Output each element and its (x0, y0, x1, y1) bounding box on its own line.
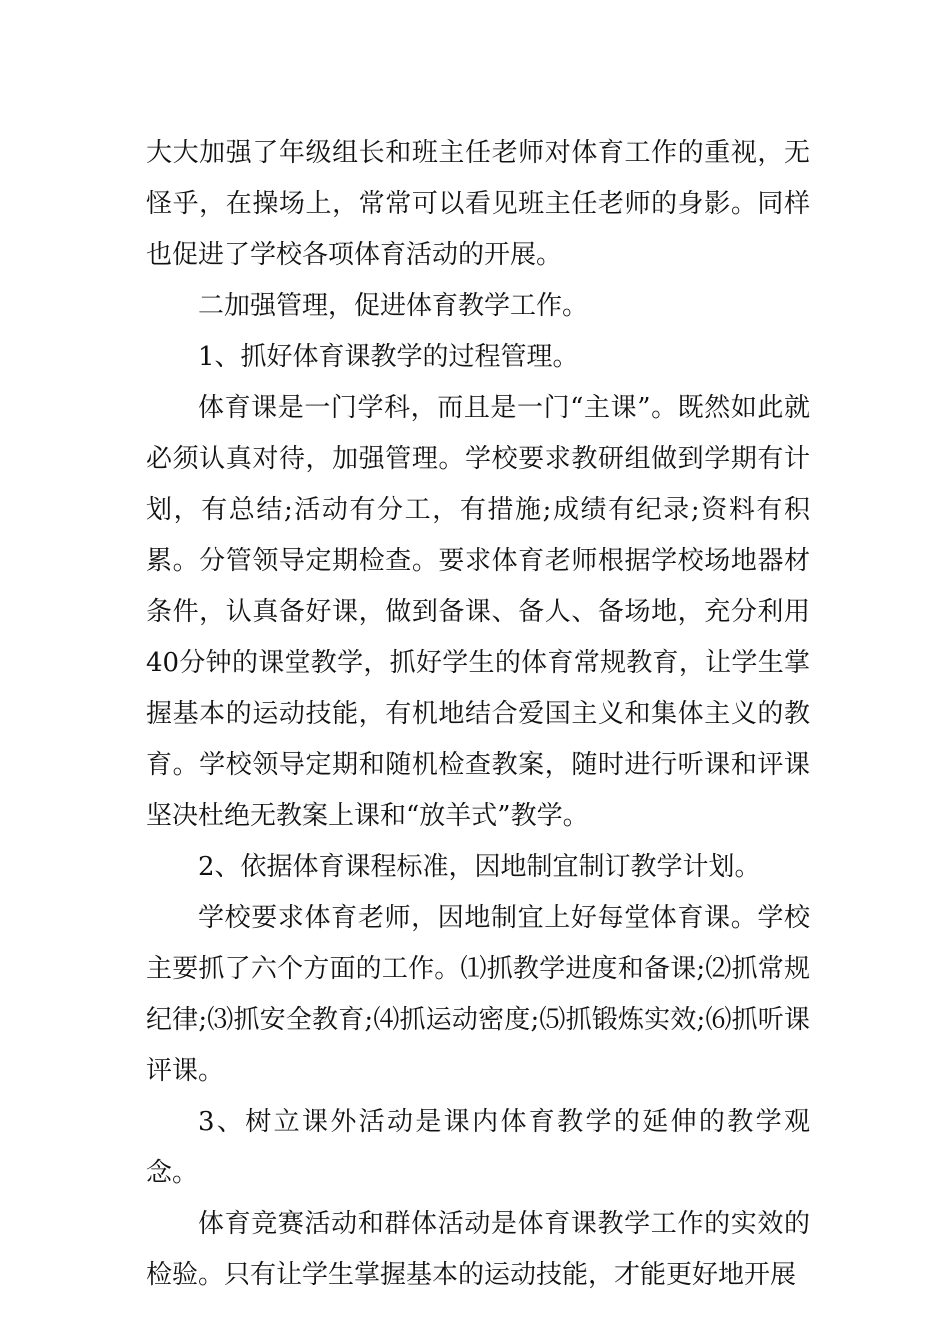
subheading-2: 2、依据体育课程标准，因地制宜制订教学计划。 (198, 852, 761, 882)
subheading-3: 3、树立课外活动是课内体育教学的延伸的教学观念。 (146, 1107, 810, 1188)
paragraph-1: 大大加强了年级组长和班主任老师对体育工作的重视，无怪乎，在操场上，常常可以看见班主任老师的身影。同样也促进了学校各项体育活动的开展。 (146, 138, 810, 270)
subheading-1: 1、抓好体育课教学的过程管理。 (198, 342, 579, 372)
paragraph-4: 体育竞赛活动和群体活动是体育课教学工作的实效的检验。只有让学生掌握基本的运动技能，才能更好地开展 (146, 1209, 810, 1290)
body-text (146, 128, 810, 1301)
paragraph-2: 体育课是一门学科，而且是一门“主课”。既然如此就必须认真对待，加强管理。学校要求教研组做到学期有计划，有总结;活动有分工，有措施;成绩有纪录;资料有积累。分管领导定期检查。要求体育老师根据学校场地器材条件，认真备好课，做到备课、备人、备场地，充分利用40分钟的课堂教学，抓好学生的体育常规教育，让学生掌握基本的运动技能，有机地结合爱国主义和集体主义的教育。学校领导定期和随机检查教案，随时进行听课和评课坚决杜绝无教案上课和“放羊式”教学。 (146, 393, 810, 831)
paragraph-3: 学校要求体育老师，因地制宜上好每堂体育课。学校主要抓了六个方面的工作。⑴抓教学进度和备课;⑵抓常规纪律;⑶抓安全教育;⑷抓运动密度;⑸抓锻炼实效;⑹抓听课评课。 (146, 903, 810, 1086)
section-heading-2: 二加强管理，促进体育教学工作。 (198, 291, 589, 321)
